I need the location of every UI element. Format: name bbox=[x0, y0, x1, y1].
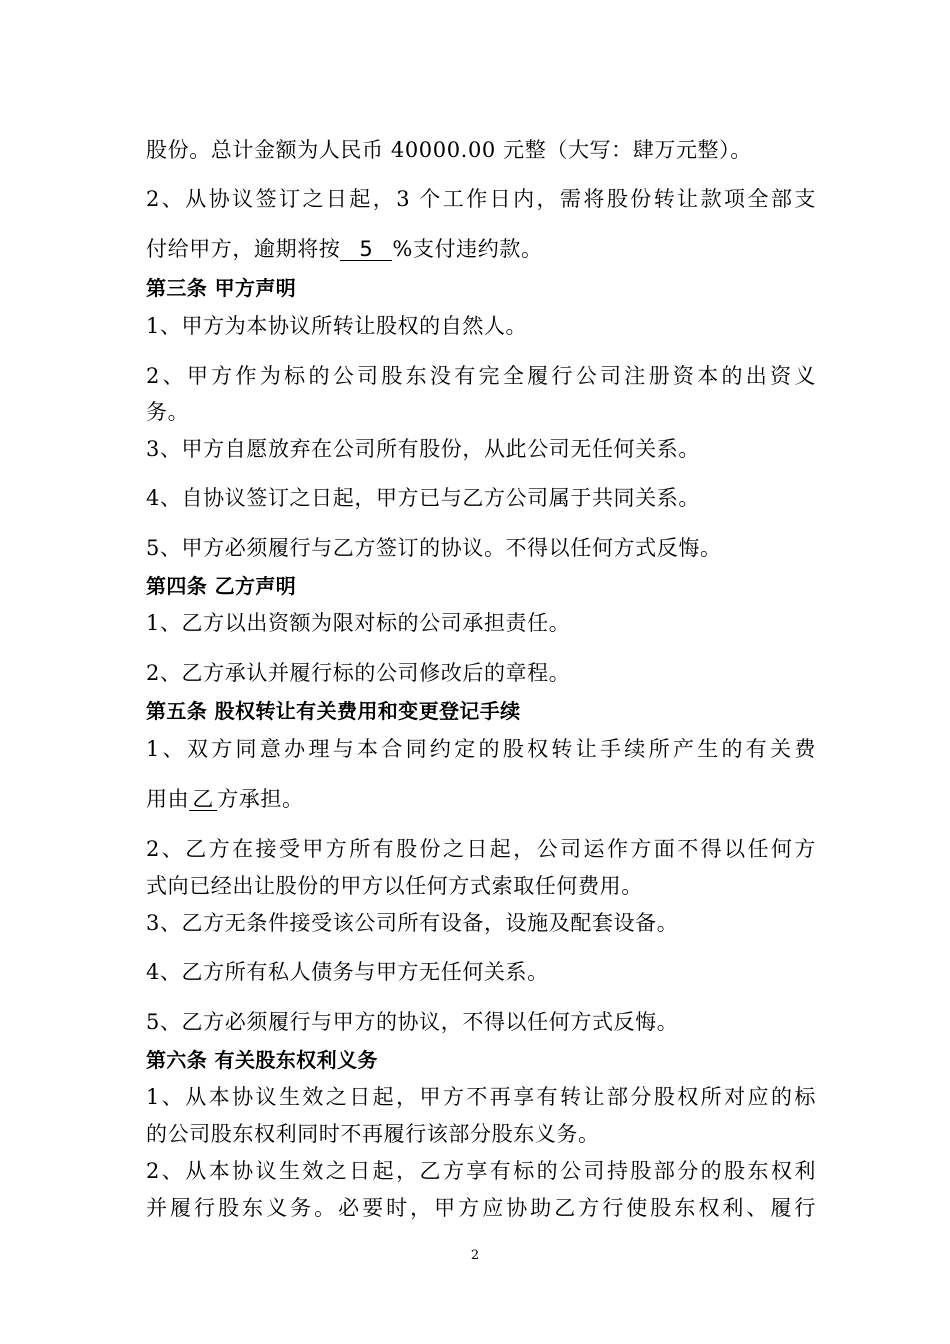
text-line: 式向已经出让股份的甲方以任何方式索取任何费用。 bbox=[146, 874, 643, 898]
section-heading: 第六条 有关股东权利义务 bbox=[146, 1048, 378, 1072]
text-line: 5、甲方必须履行与乙方签订的协议。不得以任何方式反悔。 bbox=[146, 536, 722, 560]
text-line bbox=[146, 236, 816, 262]
text-line: 股份。总计金额为人民币 40000.00 元整（大写：肆万元整）。 bbox=[146, 138, 752, 162]
fill-in-blank: 乙 bbox=[189, 788, 217, 811]
text-line: 2、甲方作为标的公司股东没有完全履行公司注册资本的出资义 bbox=[146, 364, 816, 388]
text-line: 2、从本协议生效之日起，乙方享有标的公司持股部分的股东权利 bbox=[146, 1159, 816, 1183]
fill-in-blank: 5 bbox=[340, 238, 392, 261]
text-line bbox=[146, 786, 816, 812]
text-fragment: 付给甲方，逾期将按 bbox=[146, 237, 341, 261]
section-heading: 第四条 乙方声明 bbox=[146, 574, 297, 598]
text-line: 2、乙方承认并履行标的公司修改后的章程。 bbox=[146, 661, 571, 685]
page-number: 2 bbox=[470, 1248, 480, 1263]
text-line: 3、乙方无条件接受该公司所有设备，设施及配套设备。 bbox=[146, 911, 679, 935]
section-heading: 第五条 股权转让有关费用和变更登记手续 bbox=[146, 699, 521, 723]
text-line: 并履行股东义务。必要时，甲方应协助乙方行使股东权利、履行 bbox=[146, 1196, 816, 1220]
text-line: 务。 bbox=[146, 400, 190, 424]
text-line: 1、从本协议生效之日起，甲方不再享有转让部分股权所对应的标 bbox=[146, 1085, 816, 1109]
text-line: 1、甲方为本协议所转让股权的自然人。 bbox=[146, 314, 528, 338]
section-heading: 第三条 甲方声明 bbox=[146, 276, 297, 300]
text-line: 1、乙方以出资额为限对标的公司承担责任。 bbox=[146, 611, 571, 635]
text-line: 4、乙方所有私人债务与甲方无任何关系。 bbox=[146, 960, 549, 984]
text-line: 2、乙方在接受甲方所有股份之日起，公司运作方面不得以任何方 bbox=[146, 837, 816, 861]
text-line: 的公司股东权利同时不再履行该部分股东义务。 bbox=[146, 1122, 600, 1146]
text-line: 5、乙方必须履行与甲方的协议，不得以任何方式反悔。 bbox=[146, 1010, 679, 1034]
text-line: 2、从协议签订之日起，3 个工作日内，需将股份转让款项全部支 bbox=[146, 187, 816, 211]
text-fragment: 方承担。 bbox=[217, 787, 304, 811]
text-fragment: %支付违约款。 bbox=[392, 237, 543, 261]
text-fragment: 用由 bbox=[146, 787, 190, 811]
text-line: 3、甲方自愿放弃在公司所有股份，从此公司无任何关系。 bbox=[146, 437, 700, 461]
text-line: 1、双方同意办理与本合同约定的股权转让手续所产生的有关费 bbox=[146, 737, 816, 761]
text-line: 4、自协议签订之日起，甲方已与乙方公司属于共同关系。 bbox=[146, 486, 700, 510]
